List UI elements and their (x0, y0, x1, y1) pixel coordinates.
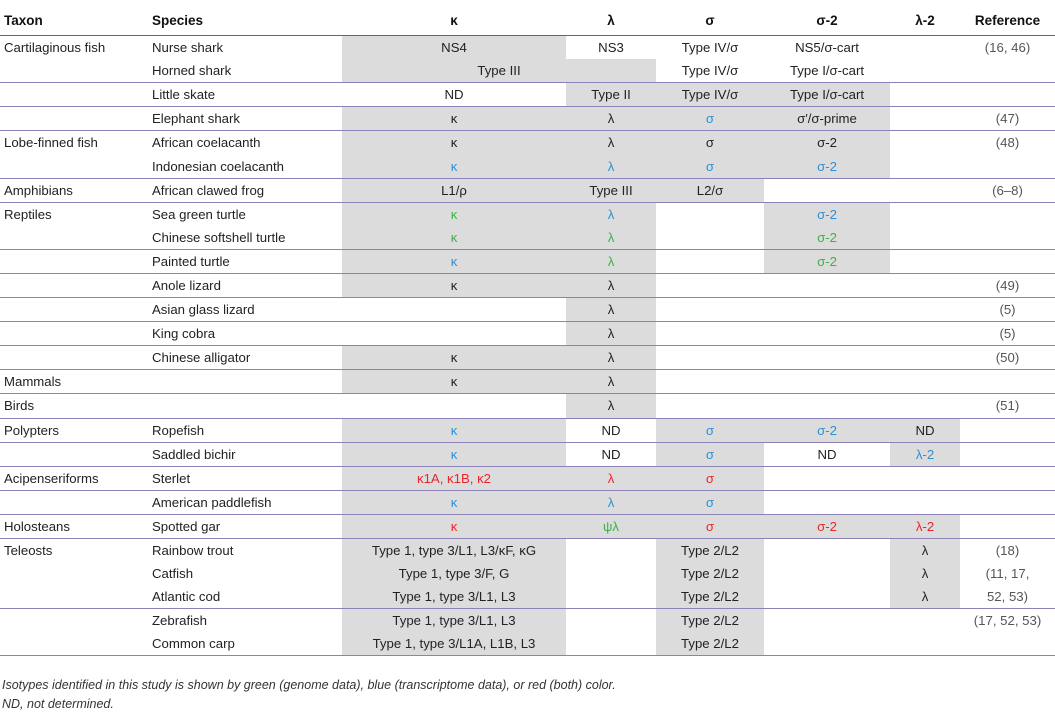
lambda-cell: ND (566, 418, 656, 442)
lambda-2-cell (890, 59, 960, 83)
table-header-row (0, 6, 1055, 36)
taxon-cell (0, 273, 150, 297)
table-row (0, 154, 1055, 178)
species-cell: Painted turtle (150, 249, 342, 273)
species-cell (150, 394, 342, 418)
taxon-cell: Polypters (0, 418, 150, 442)
sigma-2-cell (764, 273, 890, 297)
sigma-cell: Type 2/L2 (656, 585, 764, 609)
lambda-cell: Type III (566, 178, 656, 202)
lambda-2-cell (890, 107, 960, 131)
sigma-2-cell: σ-2 (764, 226, 890, 250)
kappa-cell: κ (342, 273, 566, 297)
species-cell: Elephant shark (150, 107, 342, 131)
lambda-2-cell (890, 36, 960, 60)
sigma-2-cell: σ-2 (764, 514, 890, 538)
col-header-lambda-2: λ-2 (890, 6, 960, 36)
kappa-cell: NS4 (342, 36, 566, 60)
sigma-2-cell: NS5/σ-cart (795, 40, 859, 56)
taxon-cell (0, 298, 150, 322)
kappa-cell: κ (342, 154, 566, 178)
reference-cell (960, 466, 1055, 490)
taxon-cell (0, 609, 150, 633)
reference-cell (960, 249, 1055, 273)
reference-cell (960, 632, 1055, 656)
sigma-2-cell: σ-2 (764, 154, 890, 178)
reference-cell (960, 514, 1055, 538)
lambda-cell: λ (566, 322, 656, 346)
reference-cell (960, 59, 1055, 83)
table-row (0, 370, 1055, 394)
lambda-2-cell (890, 632, 960, 656)
sigma-cell: σ (656, 514, 764, 538)
table-row (0, 36, 1055, 60)
species-cell: Ropefish (150, 418, 342, 442)
species-cell: Saddled bichir (150, 442, 342, 466)
sigma-2-cell: ND (764, 442, 890, 466)
lambda-cell: λ (566, 273, 656, 297)
species-cell: Anole lizard (150, 273, 342, 297)
lambda-2-cell: λ (890, 585, 960, 609)
reference-cell (960, 442, 1055, 466)
sigma-2-cell (764, 178, 890, 202)
taxon-cell (0, 249, 150, 273)
reference-cell (960, 154, 1055, 178)
col-header-sigma-2: σ-2 (764, 6, 890, 36)
lambda-2-cell (890, 298, 960, 322)
species-cell: Spotted gar (150, 514, 342, 538)
sigma-2-cell: σ-2 (764, 249, 890, 273)
sigma-cell: σ (656, 107, 764, 131)
table-row (0, 59, 1055, 83)
sigma-2-cell: σ-2 (764, 418, 890, 442)
species-cell: King cobra (150, 322, 342, 346)
kappa-cell: κ (342, 370, 566, 394)
sigma-2-cell: Type I/σ-cart (764, 83, 890, 107)
table-row (0, 394, 1055, 418)
species-cell: Asian glass lizard (150, 298, 342, 322)
lambda-2-cell (890, 83, 960, 107)
table-row (0, 346, 1055, 370)
kappa-cell: κ1A, κ1B, κ2 (342, 466, 566, 490)
kappa-cell: κ (342, 131, 566, 155)
lambda-cell: λ (566, 107, 656, 131)
col-header-lambda: λ (566, 6, 656, 36)
species-cell: African clawed frog (150, 178, 342, 202)
kappa-cell: Type 1, type 3/L1, L3/κF, κG (342, 538, 566, 562)
sigma-2-cell (764, 490, 890, 514)
sigma-cell (656, 346, 764, 370)
taxon-cell: Lobe-finned fish (4, 135, 98, 151)
taxon-cell (0, 585, 150, 609)
species-cell: Catfish (152, 566, 194, 582)
lambda-cell: λ (566, 370, 656, 394)
species-cell: Horned shark (150, 59, 342, 83)
reference-cell: (50) (960, 346, 1055, 370)
lambda-cell: λ (566, 131, 656, 155)
sigma-cell: Type IV/σ (681, 40, 739, 56)
taxon-cell (0, 154, 150, 178)
sigma-2-cell (764, 562, 890, 585)
lambda-2-cell (890, 394, 960, 418)
lambda-cell: λ (566, 346, 656, 370)
table-row (0, 83, 1055, 107)
lambda-2-cell (890, 490, 960, 514)
reference-cell: (18) (995, 543, 1020, 559)
kappa-cell: κ (342, 202, 566, 226)
kappa-cell: κ (342, 442, 566, 466)
sigma-cell (656, 394, 764, 418)
table-row (0, 273, 1055, 297)
lambda-2-cell: λ (890, 562, 960, 585)
sigma-2-cell: Type I/σ-cart (764, 59, 890, 83)
lambda-2-cell (890, 609, 960, 633)
table-row (0, 514, 1055, 538)
sigma-2-cell (764, 585, 890, 609)
table-row (0, 562, 1055, 585)
taxon-cell (0, 83, 150, 107)
kappa-cell: Type III (342, 59, 656, 83)
reference-cell: (16, 46) (984, 40, 1031, 56)
lambda-cell: λ (566, 298, 656, 322)
species-cell (150, 370, 342, 394)
species-cell: African coelacanth (152, 135, 261, 151)
table-row (0, 298, 1055, 322)
lambda-2-cell (890, 370, 960, 394)
lambda-2-cell (890, 226, 960, 250)
kappa-cell (342, 322, 566, 346)
sigma-cell (656, 249, 764, 273)
reference-cell: (17, 52, 53) (973, 613, 1042, 629)
species-cell: Rainbow trout (152, 543, 234, 559)
taxon-cell (0, 322, 150, 346)
table-row (0, 466, 1055, 490)
sigma-2-cell (764, 609, 890, 633)
table-row (0, 131, 1055, 155)
species-cell: Sea green turtle (152, 206, 246, 222)
sigma-cell: L2/σ (656, 178, 764, 202)
taxon-cell (0, 226, 150, 250)
table-row (0, 202, 1055, 226)
reference-cell: (5) (960, 298, 1055, 322)
species-cell: Chinese alligator (150, 346, 342, 370)
sigma-cell: σ (656, 418, 764, 442)
sigma-cell: σ (656, 466, 764, 490)
col-header-taxon: Taxon (0, 6, 150, 36)
col-header-reference: Reference (960, 6, 1055, 36)
lambda-2-cell (890, 322, 960, 346)
lambda-cell: λ (566, 154, 656, 178)
taxon-cell: Birds (0, 394, 150, 418)
table-row (0, 322, 1055, 346)
kappa-cell: κ (342, 490, 566, 514)
taxon-cell: Reptiles (4, 206, 52, 222)
table-row (0, 107, 1055, 131)
lambda-2-cell: λ-2 (890, 514, 960, 538)
lambda-2-cell (890, 346, 960, 370)
species-cell: Nurse shark (152, 40, 224, 56)
taxon-cell (0, 107, 150, 131)
reference-cell: (6–8) (960, 178, 1055, 202)
reference-cell (960, 202, 1055, 226)
reference-cell (960, 226, 1055, 250)
sigma-cell: Type 2/L2 (656, 538, 764, 562)
sigma-2-cell: σ-2 (764, 202, 890, 226)
lambda-cell (566, 538, 656, 562)
col-header-sigma: σ (656, 6, 764, 36)
taxon-cell: Amphibians (0, 178, 150, 202)
lambda-cell (566, 609, 656, 633)
sigma-2-cell: σ-2 (764, 131, 890, 155)
lambda-cell: λ (566, 394, 656, 418)
reference-cell (960, 490, 1055, 514)
sigma-2-cell (764, 538, 890, 562)
species-cell: Indonesian coelacanth (150, 154, 342, 178)
species-cell: Common carp (150, 632, 342, 656)
sigma-cell (656, 202, 764, 226)
table-row (0, 538, 1055, 562)
sigma-2-cell (764, 632, 890, 656)
lambda-2-cell (890, 466, 960, 490)
lambda-2-cell (890, 178, 960, 202)
kappa-cell: Type 1, type 3/L1A, L1B, L3 (342, 632, 566, 656)
taxon-cell (0, 442, 150, 466)
lambda-cell: λ (566, 226, 656, 250)
taxon-cell (0, 346, 150, 370)
sigma-2-cell (764, 298, 890, 322)
sigma-cell: σ (656, 154, 764, 178)
taxon-cell: Holosteans (0, 514, 150, 538)
species-cell: Sterlet (150, 466, 342, 490)
col-header-kappa: κ (342, 6, 566, 36)
lambda-2-cell (890, 131, 960, 155)
kappa-cell: κ (342, 249, 566, 273)
sigma-cell (656, 273, 764, 297)
table-row (0, 490, 1055, 514)
species-cell: American paddlefish (150, 490, 342, 514)
table-row (0, 418, 1055, 442)
sigma-cell: Type IV/σ (656, 59, 764, 83)
lambda-cell: ND (566, 442, 656, 466)
table-row (0, 249, 1055, 273)
kappa-cell: Type 1, type 3/F, G (342, 562, 566, 585)
taxon-cell: Cartilaginous fish (4, 40, 106, 56)
sigma-cell (656, 370, 764, 394)
kappa-cell (342, 394, 566, 418)
species-cell: Chinese softshell turtle (150, 226, 342, 250)
sigma-cell: Type 2/L2 (656, 609, 764, 633)
table-body (0, 36, 1055, 656)
footnote-legend: Isotypes identified in this study is shown by green (genome data), blue (transcriptome data), or red (both) color. (2, 678, 616, 692)
table-row (0, 178, 1055, 202)
lambda-cell: ψλ (566, 514, 656, 538)
kappa-cell: ND (342, 83, 566, 107)
lambda-2-cell: λ (890, 538, 960, 562)
sigma-cell: σ (656, 490, 764, 514)
reference-cell: 52, 53) (960, 585, 1055, 609)
taxon-cell (0, 632, 150, 656)
sigma-cell: Type IV/σ (656, 83, 764, 107)
isotype-table (0, 6, 1055, 656)
lambda-cell (566, 585, 656, 609)
lambda-2-cell: ND (890, 418, 960, 442)
sigma-2-cell: σ′/σ-prime (764, 107, 890, 131)
reference-cell (960, 418, 1055, 442)
kappa-cell: Type 1, type 3/L1, L3 (342, 609, 566, 633)
kappa-cell: L1/ρ (342, 178, 566, 202)
lambda-cell: λ (566, 466, 656, 490)
lambda-2-cell (890, 154, 960, 178)
kappa-cell: κ (342, 514, 566, 538)
kappa-cell: κ (342, 226, 566, 250)
kappa-cell (342, 298, 566, 322)
sigma-cell (656, 226, 764, 250)
sigma-cell: Type 2/L2 (656, 632, 764, 656)
lambda-2-cell (890, 273, 960, 297)
lambda-cell (566, 562, 656, 585)
lambda-cell: λ (566, 490, 656, 514)
col-header-species: Species (150, 6, 342, 36)
table-row (0, 226, 1055, 250)
kappa-cell: κ (342, 418, 566, 442)
reference-cell (960, 83, 1055, 107)
lambda-2-cell (890, 202, 960, 226)
taxon-cell: Teleosts (4, 543, 53, 559)
taxon-cell (0, 59, 150, 83)
taxon-cell: Acipenseriforms (0, 466, 150, 490)
kappa-cell: Type 1, type 3/L1, L3 (342, 585, 566, 609)
lambda-cell: Type II (566, 83, 656, 107)
reference-cell: (11, 17, (985, 566, 1030, 582)
sigma-2-cell (764, 322, 890, 346)
sigma-cell: σ (656, 442, 764, 466)
lambda-cell: λ (566, 249, 656, 273)
sigma-cell: σ (656, 131, 764, 155)
sigma-2-cell (764, 370, 890, 394)
lambda-2-cell: λ-2 (890, 442, 960, 466)
species-cell: Atlantic cod (150, 585, 342, 609)
species-cell: Little skate (150, 83, 342, 107)
taxon-cell (0, 490, 150, 514)
table-row (0, 442, 1055, 466)
sigma-cell: Type 2/L2 (656, 562, 764, 585)
reference-cell: (47) (960, 107, 1055, 131)
reference-cell: (5) (960, 322, 1055, 346)
reference-cell: (49) (960, 273, 1055, 297)
lambda-cell: λ (566, 202, 656, 226)
sigma-2-cell (764, 394, 890, 418)
table-row (0, 632, 1055, 656)
lambda-cell: NS3 (598, 40, 624, 56)
reference-cell: (51) (960, 394, 1055, 418)
table-row (0, 585, 1055, 609)
table-row (0, 609, 1055, 633)
lambda-2-cell (890, 249, 960, 273)
sigma-2-cell (764, 466, 890, 490)
species-cell: Zebrafish (152, 613, 207, 629)
kappa-cell: κ (342, 346, 566, 370)
sigma-cell (656, 322, 764, 346)
footnote-nd: ND, not determined. (2, 697, 114, 711)
sigma-2-cell (764, 346, 890, 370)
reference-cell (960, 370, 1055, 394)
lambda-cell (566, 632, 656, 656)
kappa-cell: κ (342, 107, 566, 131)
taxon-cell: Mammals (0, 370, 150, 394)
reference-cell: (48) (995, 135, 1020, 151)
sigma-cell (656, 298, 764, 322)
taxon-cell (0, 562, 150, 585)
